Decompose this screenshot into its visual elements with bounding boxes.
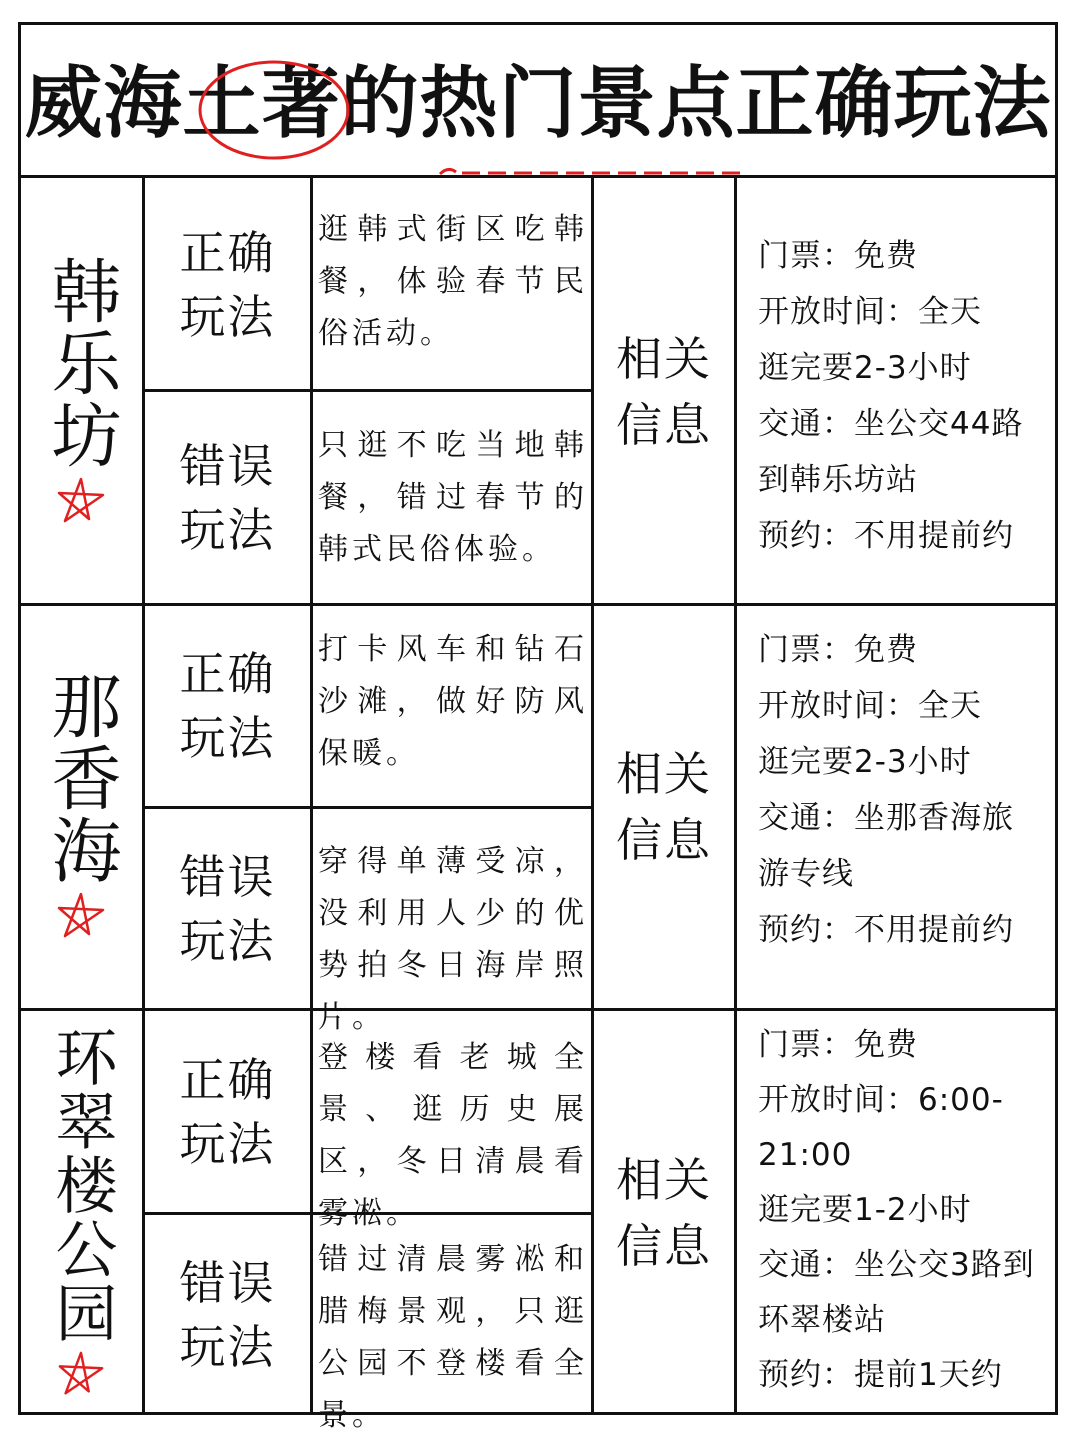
info-reservation: 预约：提前1天约 [758,1357,1003,1393]
place-cell [20,181,142,603]
info-duration: 逛完要2-3小时 [758,350,972,386]
correct-label-cell [145,1011,310,1212]
grid-line [310,178,313,1415]
info-transport: 交通：坐那香海旅游专线 [758,800,1014,892]
correct-label-cell [145,181,310,389]
correct-description: 打卡风车和钻石沙滩，做好防风保暖。 [318,632,588,771]
wrong-label: 错误玩法 [179,849,276,968]
info-hours: 开放时间：6:00-21:00 [758,1082,1004,1173]
correct-label: 正确玩法 [179,226,276,344]
hand-drawn-star-icon [53,1349,109,1401]
info-ticket: 门票：免费 [758,1027,918,1063]
correct-description: 登楼看老城全景、逛历史展区，冬日清晨看雾凇。 [318,1040,588,1231]
info-transport: 交通：坐公交3路到环翠楼站 [758,1247,1035,1338]
info-ticket: 门票：免费 [758,238,918,274]
correct-label: 正确玩法 [179,1052,276,1171]
wrong-label-cell [145,392,310,603]
grid-line [734,178,737,1415]
info-label-cell [596,181,732,603]
info-transport: 交通：坐公交44路到韩乐坊站 [758,406,1024,498]
place-name: 那香海 [40,670,122,886]
info-ticket: 门票：免费 [758,632,918,668]
info-label-cell [596,606,732,1008]
hand-drawn-star-icon [53,890,109,944]
info-label: 相关信息 [616,1153,712,1273]
info-duration: 逛完要2-3小时 [758,744,972,780]
place-cell [20,606,142,1008]
wrong-description: 穿得单薄受凉，没利用人少的优势拍冬日海岸照片。 [318,844,588,1035]
info-duration: 逛完要1-2小时 [758,1192,972,1228]
wrong-label-cell [145,809,310,1008]
wrong-label: 错误玩法 [179,438,276,557]
wrong-description: 错过清晨雾凇和腊梅景观，只逛公园不登楼看全景。 [318,1242,588,1433]
title-row [18,22,1058,178]
info-reservation: 预约：不用提前约 [758,518,1014,554]
hand-drawn-star-icon [53,475,109,529]
correct-label-cell [145,606,310,806]
info-hours: 开放时间：全天 [758,688,982,724]
info-list [740,228,1040,564]
place-cell [20,1011,142,1415]
info-label-cell [596,1011,732,1415]
info-hours: 开放时间：全天 [758,294,982,330]
info-reservation: 预约：不用提前约 [758,912,1014,948]
wrong-label: 错误玩法 [179,1256,276,1374]
place-name: 环翠楼公园 [45,1025,118,1345]
correct-description: 逛韩式街区吃韩餐，体验春节民俗活动。 [318,212,588,351]
red-dashed-underline [438,162,750,180]
info-list [740,1018,1040,1403]
wrong-description: 只逛不吃当地韩餐，错过春节的韩式民俗体验。 [318,428,588,567]
info-label: 相关信息 [616,332,712,452]
place-name: 韩乐坊 [40,255,122,471]
red-circle-annotation [196,56,352,164]
grid-line [591,178,594,1415]
correct-label: 正确玩法 [179,647,276,765]
wrong-label-cell [145,1215,310,1415]
info-list [740,622,1040,958]
page-title: 威海土著的热门景点正确玩法 [24,59,1052,149]
info-label: 相关信息 [616,747,712,867]
